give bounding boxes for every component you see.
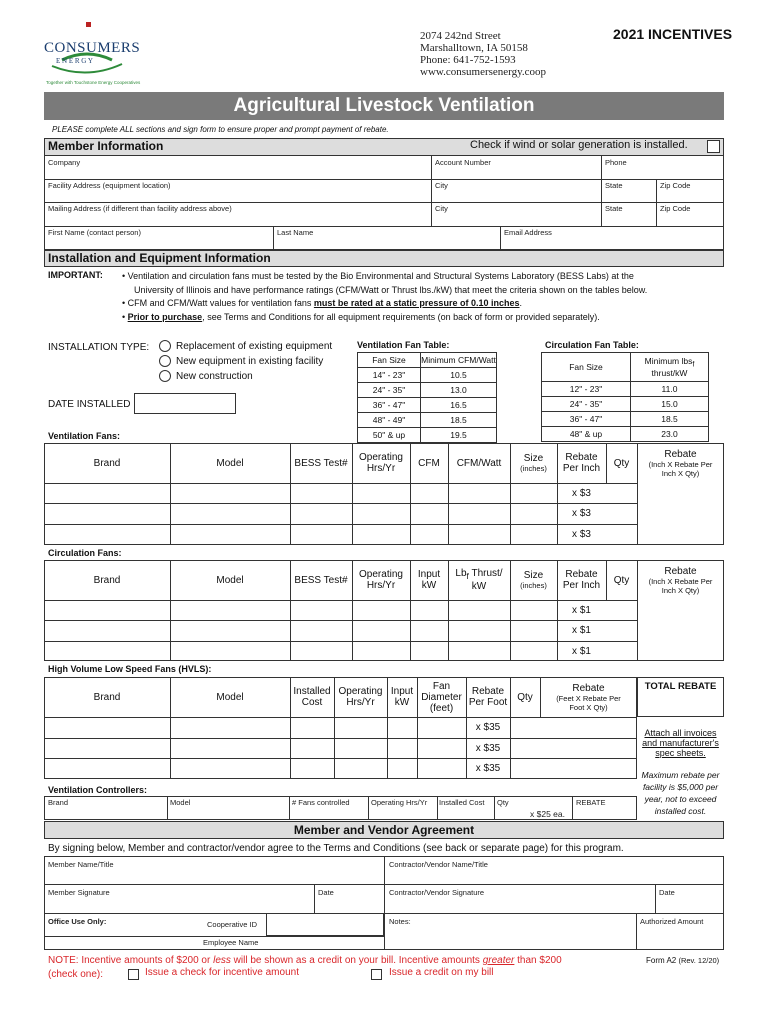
hvls-col-qty: Qty	[517, 691, 533, 703]
install-heading: Installation and Equipment Information	[48, 251, 271, 265]
vent-rate: x $3	[572, 508, 591, 519]
opt-new-construction: New construction	[176, 371, 253, 382]
address-line2: Marshalltown, IA 50158	[420, 42, 528, 54]
circ-col-brand: Brand	[93, 574, 121, 586]
max-rebate-note: Maximum rebate per facility is $5,000 per year, not to exceed installed cost.	[641, 770, 720, 816]
opt-new-existing: New equipment in existing facility	[176, 356, 324, 367]
vent-row-val: 19.5	[421, 428, 497, 443]
address	[420, 30, 546, 78]
circ-table-title: Circulation Fan Table:	[545, 340, 639, 350]
circ-row-size: 12" - 23"	[542, 382, 631, 397]
vendor-name-field[interactable]: Contractor/Vendor Name/Title	[389, 860, 488, 869]
bullet-1: • Ventilation and circulation fans must be tested by the Bio Environmental and Structural Systems Laboratory (BESS Labs) at the	[122, 271, 634, 281]
hvls-col-kw: Input kW	[390, 686, 414, 708]
vent-row-size: 14" - 23"	[358, 368, 421, 383]
radio-new-construction[interactable]	[159, 370, 171, 382]
hvls-col-brand: Brand	[93, 691, 121, 703]
vent-col-cfm: CFM	[418, 457, 440, 469]
coop-id-label: Cooperative ID	[207, 920, 258, 929]
vent-row-size: 50" & up	[358, 428, 421, 443]
vent-row-size: 24" - 35"	[358, 383, 421, 398]
important-label: IMPORTANT:	[48, 270, 103, 280]
hvls-col-cost: Installed Cost	[293, 686, 331, 708]
ctrl-brand[interactable]: Brand	[48, 798, 69, 807]
circ-col-total: Rebate (Inch X Rebate Per Inch X Qty)	[648, 565, 713, 595]
vent-row-val: 18.5	[421, 413, 497, 428]
opt-replacement: Replacement of existing equipment	[176, 341, 333, 352]
vent-col-model: Model	[216, 457, 244, 469]
logo-name: CONSUMERS	[44, 40, 141, 56]
last-name-field[interactable]: Last Name	[277, 228, 314, 237]
vent-rate: x $3	[572, 529, 591, 540]
hvls-rate: x $35	[475, 742, 501, 754]
member-signature-field[interactable]: Member Signature	[48, 888, 110, 897]
vent-rate: x $3	[572, 487, 591, 499]
circ-col-kw: Input kW	[417, 569, 441, 591]
first-name-field[interactable]: First Name (contact person)	[48, 228, 141, 237]
coop-id-input[interactable]	[266, 913, 384, 936]
circ-row-size: 24" - 35"	[542, 397, 631, 412]
vent-col-size: Size (inches)	[520, 453, 547, 473]
circ-th-thrust: Minimum lbs$_f$ thrust/kW	[631, 353, 709, 382]
circ-fan-table	[541, 352, 709, 442]
issue-credit-checkbox[interactable]	[371, 969, 382, 980]
circ-row-size: 48" & up	[542, 427, 631, 442]
hvls-col-diameter: Fan Diameter (feet)	[421, 680, 462, 714]
mailing-state-field[interactable]: State	[605, 204, 623, 213]
footer-note: NOTE: Incentive amounts of $200 or less will be shown as a credit on your bill. Incentive amounts greater than $200	[48, 955, 562, 966]
date-installed-label: DATE INSTALLED	[48, 399, 131, 410]
member-date-field[interactable]: Date	[318, 888, 334, 897]
ctrl-fans[interactable]: # Fans controlled	[292, 798, 350, 807]
member-name-field[interactable]: Member Name/Title	[48, 860, 114, 869]
vent-row-val: 13.0	[421, 383, 497, 398]
authorized-amount-field[interactable]: Authorized Amount	[640, 917, 704, 926]
vent-th-size: Fan Size	[358, 353, 421, 368]
vent-col-bess: BESS Test#	[294, 457, 348, 469]
radio-replacement[interactable]	[159, 340, 171, 352]
check-one-label: (check one):	[48, 969, 104, 980]
address-line4: www.consumersenergy.coop	[420, 66, 547, 78]
account-field[interactable]: Account Number	[435, 158, 491, 167]
total-rebate-label: TOTAL REBATE	[644, 681, 717, 692]
vent-col-qty: Qty	[613, 457, 630, 469]
vent-th-cfm: Minimum CFM/Watt	[421, 353, 497, 368]
important-bullets	[122, 270, 722, 324]
vent-fans-heading: Ventilation Fans:	[48, 431, 121, 441]
circ-fans-heading: Circulation Fans:	[48, 548, 122, 558]
hvls-col-total: Rebate (Feet X Rebate Per Foot X Qty)	[556, 682, 621, 712]
circ-row-val: 15.0	[631, 397, 709, 412]
circ-th-size: Fan Size	[542, 353, 631, 382]
hvls-col-model: Model	[216, 691, 244, 703]
vent-fan-table	[357, 352, 497, 443]
vent-row-size: 48" - 49"	[358, 413, 421, 428]
ctrl-cost[interactable]: Installed Cost	[439, 798, 485, 807]
hvls-col-rebate: Rebate Per Foot	[468, 686, 508, 708]
circ-rate: x $1	[572, 604, 591, 616]
issue-check-label: Issue a check for incentive amount	[145, 967, 299, 978]
employee-name-label: Employee Name	[203, 938, 259, 947]
agreement-text: By signing below, Member and contractor/vendor agree to the Terms and Conditions (see back or separate page) for this program.	[48, 843, 624, 854]
ctrl-rate: x $25 ea.	[530, 809, 565, 819]
vent-row-size: 36" - 47"	[358, 398, 421, 413]
vent-row-val: 16.5	[421, 398, 497, 413]
mailing-zip-field[interactable]: Zip Code	[660, 204, 691, 213]
facility-address-field[interactable]: Facility Address (equipment location)	[48, 181, 171, 190]
circ-row-size: 36" - 47"	[542, 412, 631, 427]
circ-rate: x $1	[572, 625, 591, 636]
controllers-heading: Ventilation Controllers:	[48, 785, 148, 795]
hvls-rate: x $35	[475, 722, 501, 733]
logo-sub: E N E R G Y	[56, 57, 93, 65]
circ-col-thrust: $Lb_f$ Thrust/ kW	[455, 568, 503, 592]
email-field[interactable]: Email Address	[504, 228, 552, 237]
state-field[interactable]: State	[605, 181, 623, 190]
company-field[interactable]: Company	[48, 158, 81, 167]
mailing-address-field[interactable]: Mailing Address (if different than facility address above)	[48, 204, 232, 213]
ctrl-rebate[interactable]: REBATE	[576, 798, 606, 807]
page-title: Agricultural Livestock Ventilation	[233, 95, 535, 116]
circ-rate: x $1	[572, 645, 591, 657]
instruction: PLEASE complete ALL sections and sign form to ensure proper and prompt payment of rebate.	[52, 125, 389, 134]
circ-col-model: Model	[216, 574, 244, 586]
circ-col-hrs: Operating Hrs/Yr	[359, 569, 403, 591]
attach-note: Attach all invoices and manufacturer's spec sheets.	[642, 728, 719, 758]
hvls-rate: x $35	[475, 763, 501, 774]
form-id: Form A2 (Rev. 12/20)	[646, 956, 720, 965]
wind-check-label: Check if wind or solar generation is installed.	[470, 139, 688, 151]
ctrl-hrs[interactable]: Operating Hrs/Yr	[371, 798, 428, 807]
vent-col-hrs: Operating Hrs/Yr	[359, 452, 403, 474]
vent-col-brand: Brand	[93, 457, 121, 469]
issue-credit-label: Issue a credit on my bill	[389, 967, 494, 978]
ctrl-model[interactable]: Model	[170, 798, 191, 807]
member-heading: Member Information	[48, 139, 164, 153]
circ-col-rebate: Rebate Per Inch	[562, 569, 601, 591]
circ-col-qty: Qty	[613, 574, 630, 586]
circ-row-val: 23.0	[631, 427, 709, 442]
bullet-2: • CFM and CFM/Watt values for ventilation fans must be rated at a static pressure of 0.10 inches.	[122, 298, 522, 308]
vendor-date-field[interactable]: Date	[659, 888, 675, 897]
bullet-3: • Prior to purchase, see Terms and Conditions for all equipment requirements (on back of form or provided separately).	[122, 311, 600, 322]
hvls-col-hrs: Operating Hrs/Yr	[338, 686, 383, 708]
city-field[interactable]: City	[435, 181, 448, 190]
vent-col-total: Rebate (Inch X Rebate Per Inch X Qty)	[648, 448, 713, 478]
vent-row-val: 10.5	[421, 368, 497, 383]
address-line3: Phone: 641-752-1593	[420, 54, 516, 66]
bullet-1b: University of Illinois and have performance ratings (CFM/Watt or Thrust lbs./kW) that meet the criteria shown on the tables below.	[134, 284, 648, 295]
office-use-label: Office Use Only:	[48, 917, 107, 926]
circ-row-val: 11.0	[631, 382, 709, 397]
vendor-signature-field[interactable]: Contractor/Vendor Signature	[389, 888, 485, 897]
date-installed-input[interactable]	[134, 393, 236, 414]
radio-new-existing[interactable]	[159, 355, 171, 367]
title-bar	[44, 92, 724, 120]
agreement-heading: Member and Vendor Agreement	[293, 823, 475, 837]
issue-check-checkbox[interactable]	[128, 969, 139, 980]
circ-col-bess: BESS Test#	[294, 574, 348, 586]
logo-tagline: Together with Touchstone Energy Cooperatives	[46, 80, 141, 85]
phone-field[interactable]: Phone	[605, 158, 627, 167]
zip-field[interactable]: Zip Code	[660, 181, 691, 190]
year-title: 2021 INCENTIVES	[613, 26, 733, 42]
vent-col-rebate: Rebate Per Inch	[562, 452, 601, 474]
circ-row-val: 18.5	[631, 412, 709, 427]
member-grid	[44, 156, 724, 250]
address-line1: 2074 242nd Street	[420, 30, 501, 42]
circ-col-size: Size (inches)	[520, 570, 547, 590]
mailing-city-field[interactable]: City	[435, 204, 448, 213]
vent-col-cfmw: CFM/Watt	[456, 457, 502, 469]
hvls-heading: High Volume Low Speed Fans (HVLS):	[48, 664, 212, 674]
notes-field[interactable]: Notes:	[389, 917, 411, 926]
install-type-label: INSTALLATION TYPE:	[48, 342, 150, 353]
vent-table-title: Ventilation Fan Table:	[357, 340, 450, 350]
ctrl-qty[interactable]: Qty	[497, 798, 509, 807]
wind-solar-checkbox[interactable]	[707, 140, 720, 153]
